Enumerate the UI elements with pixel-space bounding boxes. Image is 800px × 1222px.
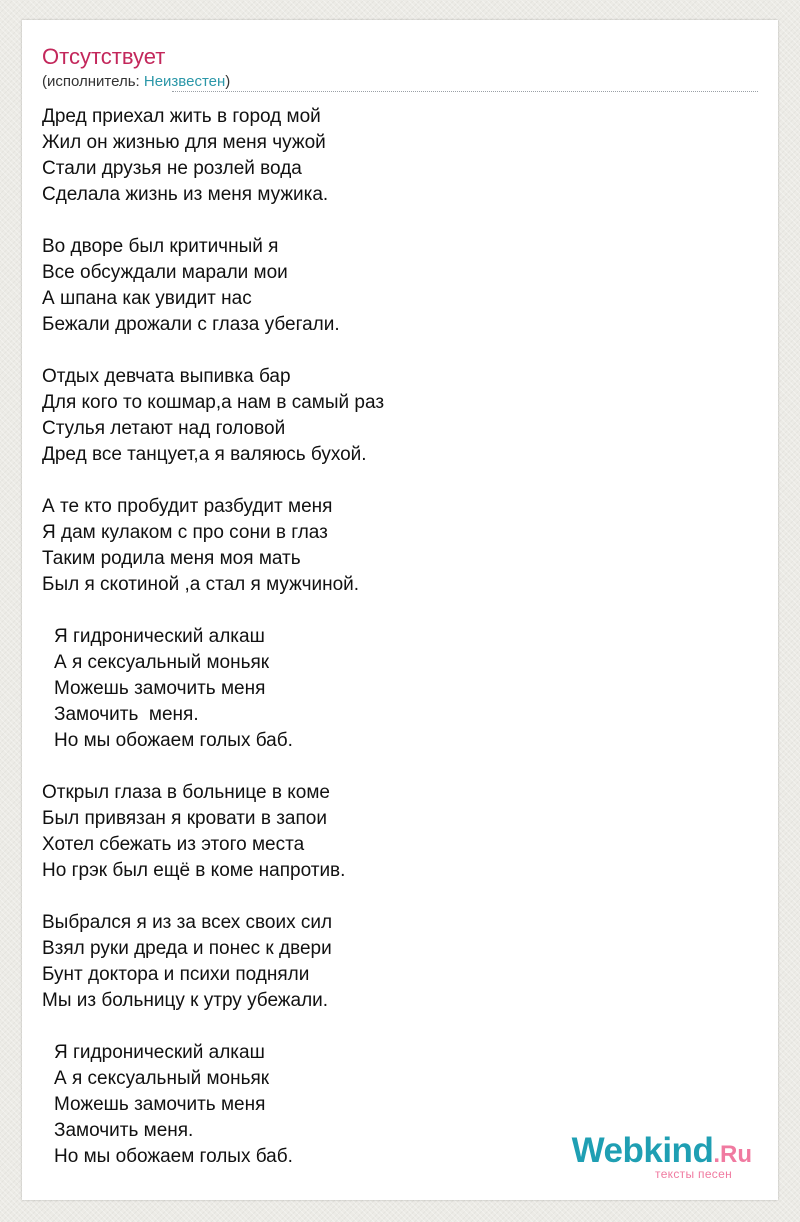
lyric-line: Таким родила меня моя мать [42,548,301,569]
lyric-line: Стали друзья не розлей вода [42,158,302,179]
lyric-line: Был привязан я кровати в запои [42,808,327,829]
lyric-line: А шпана как увидит нас [42,288,252,309]
lyric-line: Был я скотиной ,а стал я мужчиной. [42,574,360,595]
lyric-line: Можешь замочить меня [54,1094,266,1115]
verse-stanza [42,234,762,338]
logo-tagline: тексты песен [655,1167,732,1181]
lyric-line: Но мы обожаем голых баб. [54,730,293,751]
lyric-line: А я сексуальный моньяк [54,652,270,673]
lyric-line: Отдых девчата выпивка бар [42,366,291,387]
site-logo[interactable] [552,1132,752,1182]
artist-suffix: ) [225,73,231,90]
lyric-line: Бунт доктора и психи подняли [42,964,310,985]
artist-prefix: (исполнитель: [42,73,144,90]
lyric-line: Я гидронический алкаш [54,626,265,647]
lyric-line: Можешь замочить меня [54,678,266,699]
lyric-line: Сделала жизнь из меня мужика. [42,184,329,205]
lyric-line: А те кто пробудит разбудит меня [42,496,333,517]
lyric-line: Выбрался я из за всех своих сил [42,912,333,933]
lyric-line: А я сексуальный моньяк [54,1068,270,1089]
lyric-line: Для кого то кошмар,а нам в самый раз [42,392,385,413]
song-title: Отсутствует [42,44,166,69]
lyric-line: Все обсуждали марали мои [42,262,288,283]
chorus-stanza [42,624,762,754]
lyric-line: Дред приехал жить в город мой [42,106,321,127]
verse-stanza [42,910,762,1014]
title-divider [172,91,758,92]
artist-line [42,73,230,91]
lyric-line: Во дворе был критичный я [42,236,279,257]
verse-stanza [42,364,762,468]
lyric-line: Я дам кулаком с про сони в глаз [42,522,328,543]
lyric-line: Мы из больницу к утру убежали. [42,990,329,1011]
lyrics-card [22,20,778,1200]
verse-stanza [42,104,762,208]
lyric-line: Замочить меня. [54,704,199,725]
lyric-line: Взял руки дреда и понес к двери [42,938,332,959]
lyric-line: Но грэк был ещё в коме напротив. [42,860,346,881]
lyric-line: Жил он жизнью для меня чужой [42,132,326,153]
lyric-line: Открыл глаза в больнице в коме [42,782,330,803]
verse-stanza [42,494,762,598]
logo-name: Webkind [571,1131,714,1170]
lyric-line: Дред все танцует,а я валяюсь бухой. [42,444,367,465]
lyric-line: Хотел сбежать из этого места [42,834,305,855]
lyric-line: Я гидронический алкаш [54,1042,265,1063]
lyric-line: Бежали дрожали с глаза убегали. [42,314,340,335]
lyric-line: Замочить меня. [54,1120,194,1141]
verse-stanza [42,780,762,884]
artist-link[interactable]: Неизвестен [143,73,226,90]
lyric-line: Стулья летают над головой [42,418,286,439]
lyrics-body [42,104,762,1196]
logo-tld: .Ru [713,1141,752,1168]
lyric-line: Но мы обожаем голых баб. [54,1146,293,1167]
